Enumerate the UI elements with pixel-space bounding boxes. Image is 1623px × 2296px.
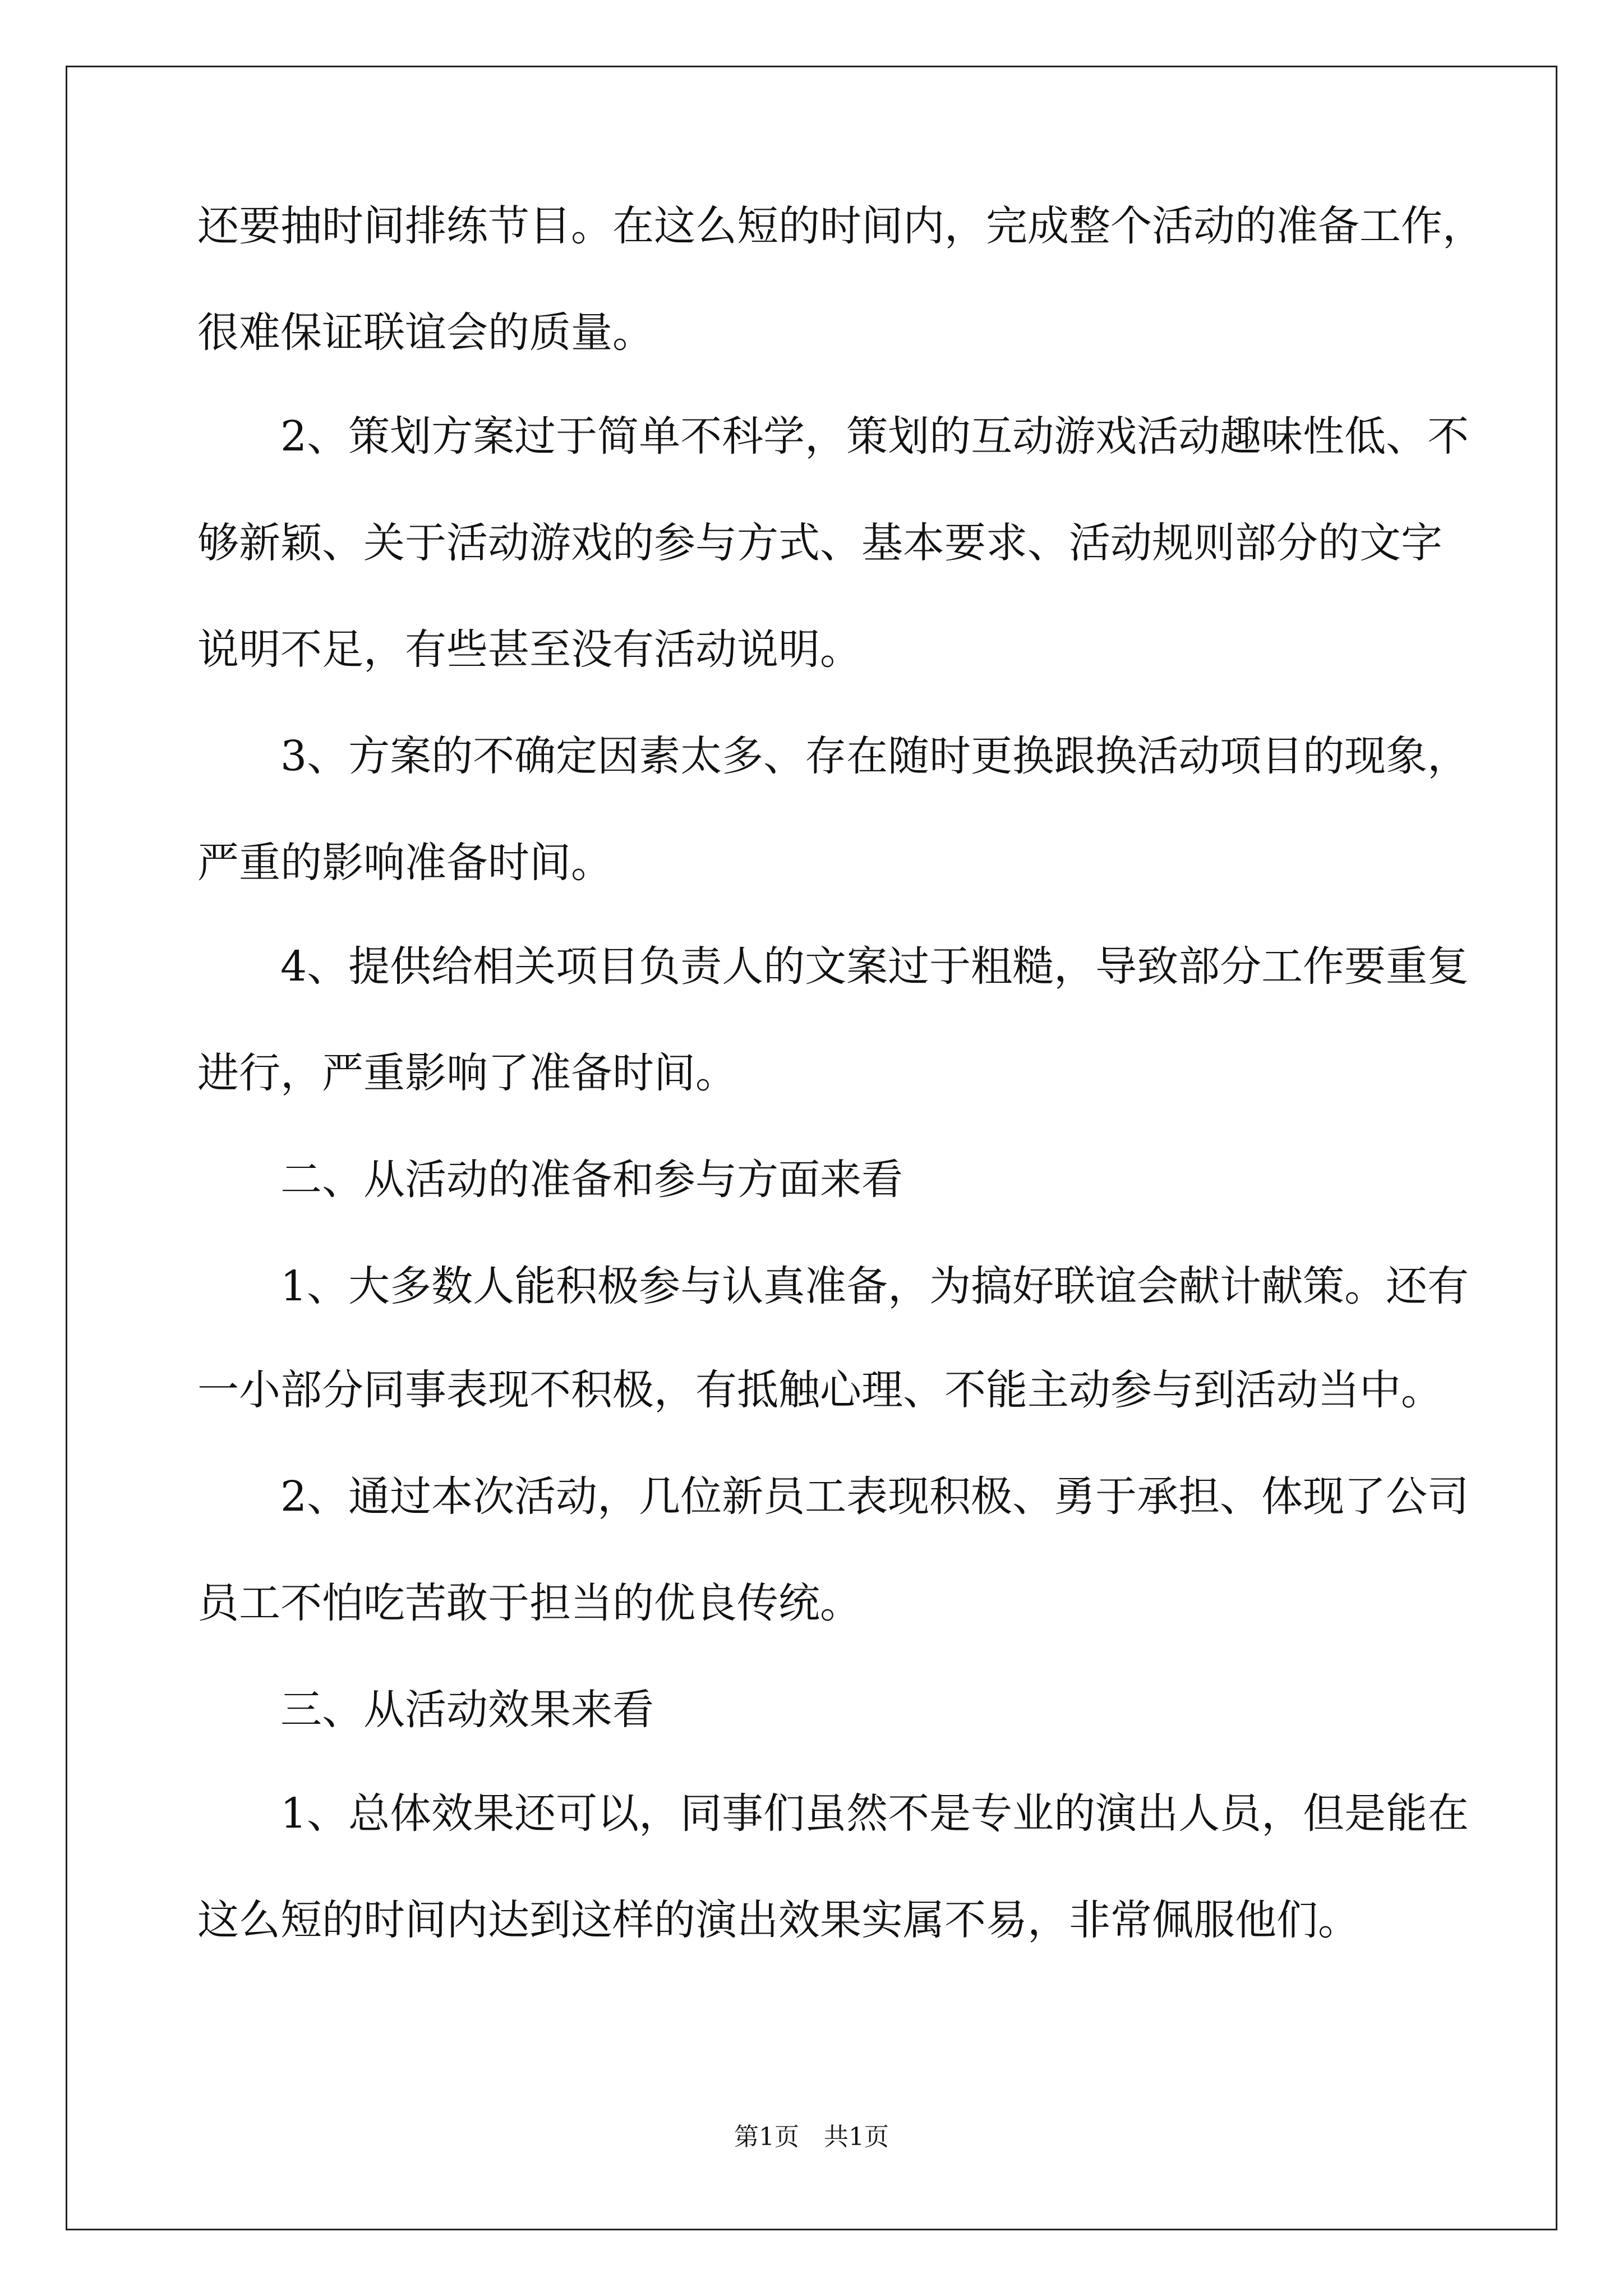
- text-line: 这么短的时间内达到这样的演出效果实属不易，非常佩服他们。: [197, 1896, 1359, 1944]
- page-footer: 第1页 共1页: [734, 2123, 889, 2151]
- text-line: 还要抽时间排练节目。在这么短的时间内，完成整个活动的准备工作，: [197, 202, 1484, 250]
- text-line: 说明不足，有些甚至没有活动说明。: [197, 625, 861, 674]
- text-line: 3、方案的不确定因素太多、存在随时更换跟换活动项目的现象，: [197, 732, 1469, 780]
- text-line: 1、大多数人能积极参与认真准备，为搞好联谊会献计献策。还有: [197, 1262, 1469, 1310]
- text-line: 一小部分同事表现不积极，有抵触心理、不能主动参与到活动当中。: [197, 1366, 1442, 1414]
- text-line: 员工不怕吃苦敢于担当的优良传统。: [197, 1579, 861, 1627]
- text-line: 严重的影响准备时间。: [197, 839, 612, 887]
- text-line: 4、提供给相关项目负责人的文案过于粗糙，导致部分工作要重复: [197, 942, 1469, 991]
- section-heading: 二、从活动的准备和参与方面来看: [197, 1156, 903, 1204]
- text-line: 2、通过本次活动，几位新员工表现积极、勇于承担、体现了公司: [197, 1473, 1469, 1521]
- text-line: 很难保证联谊会的质量。: [197, 309, 654, 357]
- text-line: 够新颖、关于活动游戏的参与方式、基本要求、活动规则部分的文字: [197, 519, 1442, 567]
- text-line: 进行，严重影响了准备时间。: [197, 1049, 737, 1097]
- text-line: 2、策划方案过于简单不科学，策划的互动游戏活动趣味性低、不: [197, 412, 1469, 461]
- text-line: 1、总体效果还可以，同事们虽然不是专业的演出人员，但是能在: [197, 1789, 1469, 1838]
- section-heading: 三、从活动效果来看: [197, 1686, 654, 1734]
